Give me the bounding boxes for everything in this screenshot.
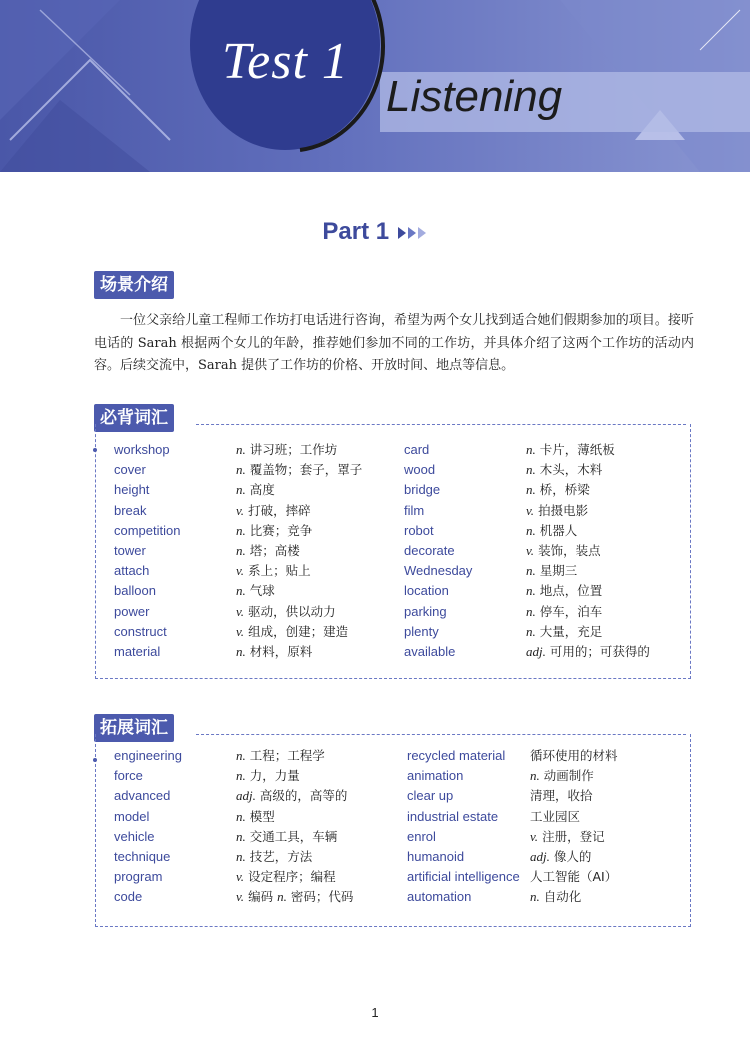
vocab-word: break: [114, 502, 147, 518]
vocab-meaning: 密码；代码: [290, 889, 354, 905]
bullet-dot: [93, 758, 97, 762]
vocab-meaning: 木头，木料: [539, 462, 603, 478]
vocab-meaning: 工程；工程学: [249, 748, 325, 763]
vocab-definition: [236, 521, 312, 541]
vocab-meaning: 自动化: [543, 889, 582, 905]
vocab-row: [407, 786, 707, 806]
vocab-row: [114, 746, 414, 766]
vocab-definition: [236, 847, 312, 867]
part-of-speech: n.: [236, 768, 246, 784]
vocab-definition: [236, 746, 325, 766]
vocab-definition: [530, 827, 605, 847]
vocab-meaning: 技艺，方法: [249, 849, 313, 864]
vocab-row: [114, 541, 414, 561]
vocab-meaning: 高度: [249, 482, 275, 498]
vocab-row: [114, 440, 414, 460]
vocab-word: advanced: [114, 788, 171, 804]
vocab-row: [407, 867, 707, 887]
vocab-row: [404, 480, 704, 500]
vocab-definition: [236, 642, 312, 662]
vocab-row: [407, 887, 707, 907]
vocab-definition: [526, 501, 588, 521]
vocab-definition: [236, 622, 348, 642]
section-title: Listening: [386, 72, 563, 121]
vocab-definition: [236, 480, 275, 500]
vocab-meaning: 拍摄电影: [538, 502, 589, 518]
extended-vocab-label: 拓展词汇: [94, 714, 174, 742]
vocab-row: [114, 807, 414, 827]
vocab-word: tower: [114, 543, 146, 558]
vocab-meaning: 循环使用的材料: [530, 748, 618, 763]
part-of-speech: n.: [236, 849, 246, 864]
part-of-speech: v.: [236, 502, 245, 518]
vocab-word: program: [114, 869, 163, 885]
vocab-meaning: 注册，登记: [542, 828, 605, 844]
vocab-meaning: 停车，泊车: [539, 603, 603, 619]
vocab-definition: [236, 541, 300, 561]
vocab-row: [404, 561, 704, 581]
vocab-definition: [526, 561, 577, 581]
vocab-meaning: 装饰，装点: [538, 543, 601, 558]
vocab-definition: [526, 480, 590, 500]
vocab-definition: [530, 786, 593, 806]
vocab-definition: [526, 581, 602, 601]
vocab-row: [407, 766, 707, 786]
vocab-word: vehicle: [114, 828, 155, 844]
vocab-row: [114, 561, 414, 581]
vocab-word: clear up: [407, 788, 454, 804]
part-of-speech: n.: [236, 583, 246, 599]
vocab-word: construct: [114, 623, 167, 639]
part-of-speech: v.: [526, 543, 535, 558]
vocab-definition: [236, 460, 362, 480]
vocab-meaning: 组成，创建；建造: [248, 623, 349, 639]
vocab-word: humanoid: [407, 849, 465, 864]
part-heading: [0, 218, 750, 246]
vocab-definition: [236, 887, 353, 907]
vocab-definition: [526, 602, 602, 622]
part-of-speech: adj.: [530, 849, 550, 864]
vocab-meaning: 打破，摔碎: [248, 502, 311, 518]
test-title: Test 1: [222, 33, 349, 90]
vocab-word: height: [114, 482, 150, 498]
vocab-meaning: 工业园区: [530, 808, 581, 824]
vocab-word: automation: [407, 889, 472, 905]
part-of-speech: n.: [526, 442, 536, 457]
part-of-speech: v.: [236, 869, 245, 885]
vocab-row: [114, 581, 414, 601]
vocab-word: artificial intelligence: [407, 869, 520, 885]
vocab-definition: [236, 786, 347, 806]
bullet-dot: [93, 448, 97, 452]
part-of-speech: n.: [530, 768, 540, 784]
vocab-word: bridge: [404, 482, 441, 498]
vocab-meaning: 桥，桥梁: [539, 482, 590, 498]
vocab-meaning: 星期三: [539, 563, 578, 579]
vocab-definition: [530, 807, 580, 827]
vocab-row: [114, 827, 414, 847]
vocab-row: [407, 847, 707, 867]
vocab-row: [407, 807, 707, 827]
vocab-word: Wednesday: [404, 563, 473, 579]
vocab-word: power: [114, 603, 150, 619]
vocab-definition: [236, 807, 275, 827]
part-of-speech: n.: [530, 889, 540, 905]
part-of-speech: n.: [236, 462, 246, 478]
part-of-speech: adj.: [236, 788, 256, 804]
page-number: 1: [371, 1005, 379, 1020]
vocab-meaning: 塔；高楼: [249, 543, 300, 558]
vocab-row: [114, 887, 414, 907]
part-of-speech: n.: [236, 644, 246, 659]
vocab-row: [114, 766, 414, 786]
vocab-word: robot: [404, 522, 434, 538]
part-of-speech: n.: [236, 828, 246, 844]
vocab-row: [404, 501, 704, 521]
vocab-word: code: [114, 889, 143, 905]
vocab-word: engineering: [114, 748, 182, 763]
vocab-word: force: [114, 768, 143, 784]
vocab-row: [407, 746, 707, 766]
vocab-row: [404, 521, 704, 541]
vocab-meaning: 人工智能（AI）: [530, 869, 618, 885]
header-banner: [0, 0, 750, 172]
part-of-speech: adj.: [526, 644, 546, 659]
vocab-meaning: 编码: [248, 889, 274, 905]
vocab-row: [404, 541, 704, 561]
vocab-definition: [530, 887, 581, 907]
vocab-definition: [530, 746, 618, 766]
part-of-speech: n.: [526, 462, 536, 478]
vocab-meaning: 讲习班；工作坊: [249, 442, 338, 457]
vocab-meaning: 像人的: [553, 849, 592, 864]
vocab-word: location: [404, 583, 449, 599]
vocab-definition: [526, 460, 602, 480]
vocab-meaning: 卡片，薄纸板: [539, 442, 615, 457]
vocab-word: attach: [114, 563, 150, 579]
vocab-word: workshop: [114, 442, 170, 457]
vocab-word: industrial estate: [407, 808, 499, 824]
vocab-word: plenty: [404, 623, 439, 639]
vocab-meaning: 高级的，高等的: [259, 788, 348, 804]
vocab-row: [404, 440, 704, 460]
vocab-word: wood: [404, 462, 436, 478]
vocab-word: competition: [114, 522, 181, 538]
part-of-speech: n.: [236, 522, 246, 538]
vocab-meaning: 模型: [249, 808, 275, 824]
vocab-meaning: 比赛；竞争: [249, 522, 313, 538]
part-of-speech: n.: [236, 543, 246, 558]
vocab-meaning: 动画制作: [543, 768, 594, 784]
essential-vocab-label: 必背词汇: [94, 404, 174, 432]
vocab-meaning: 覆盖物；套子，罩子: [249, 462, 363, 478]
vocab-row: [114, 460, 414, 480]
vocab-definition: [236, 581, 275, 601]
vocab-row: [114, 847, 414, 867]
part-of-speech: n.: [236, 808, 246, 824]
vocab-row: [114, 622, 414, 642]
vocab-definition: [530, 766, 594, 786]
vocab-definition: [236, 766, 300, 786]
vocab-definition: [236, 440, 337, 460]
vocab-meaning: 可用的；可获得的: [549, 644, 650, 659]
vocab-row: [404, 642, 704, 662]
part-of-speech: n.: [526, 563, 536, 579]
vocab-row: [404, 602, 704, 622]
vocab-definition: [236, 867, 336, 887]
part-title: Part 1: [322, 218, 390, 245]
vocab-definition: [236, 561, 311, 581]
part-of-speech: v.: [236, 623, 245, 639]
scene-label: 场景介绍: [94, 271, 174, 299]
vocab-word: cover: [114, 462, 146, 478]
part-of-speech: v.: [236, 603, 245, 619]
vocab-definition: [526, 440, 615, 460]
vocab-word: decorate: [404, 543, 455, 558]
vocab-word: animation: [407, 768, 464, 784]
vocab-word: parking: [404, 603, 447, 619]
banner-decoration: [0, 0, 750, 172]
vocab-row: [114, 501, 414, 521]
vocab-word: card: [404, 442, 430, 457]
part-of-speech: v.: [236, 889, 245, 905]
vocab-row: [404, 622, 704, 642]
vocab-row: [114, 480, 414, 500]
vocab-row: [114, 786, 414, 806]
vocab-row: [114, 642, 414, 662]
part-of-speech: n.: [526, 522, 536, 538]
vocab-row: [114, 521, 414, 541]
vocab-definition: [526, 521, 577, 541]
vocab-word: recycled material: [407, 748, 506, 763]
vocab-meaning: 清理，收拾: [530, 788, 593, 804]
vocab-word: model: [114, 808, 150, 824]
vocab-word: enrol: [407, 828, 436, 844]
vocab-definition: [236, 827, 337, 847]
part-of-speech: v.: [236, 563, 245, 579]
vocab-row: [404, 581, 704, 601]
vocab-meaning: 气球: [249, 583, 275, 599]
part-of-speech: v.: [530, 828, 539, 844]
part-of-speech: n.: [526, 603, 536, 619]
part-of-speech: v.: [526, 502, 535, 518]
vocab-word: available: [404, 644, 456, 659]
vocab-meaning: 设定程序；编程: [248, 869, 336, 885]
vocab-word: balloon: [114, 583, 156, 599]
scene-description: 一位父亲给儿童工程师工作坊打电话进行咨询，希望为两个女儿找到适合她们假期参加的项目。接听电话的 Sarah 根据两个女儿的年龄，推荐她们参加不同的工作坊，并具体介绍了这两个工作坊的活动内容。后续交流中，Sarah 提供了工作坊的价格、开放时间、地点等信息。: [94, 313, 694, 373]
vocab-definition: [526, 541, 601, 561]
vocab-meaning: 交通工具，车辆: [249, 828, 338, 844]
part-of-speech: n.: [526, 623, 536, 639]
vocab-row: [114, 867, 414, 887]
vocab-row: [114, 602, 414, 622]
vocab-word: technique: [114, 849, 171, 864]
part-of-speech: n.: [236, 748, 246, 763]
vocab-word: material: [114, 644, 161, 659]
vocab-meaning: 大量，充足: [539, 623, 603, 639]
part-of-speech: n.: [277, 889, 287, 905]
vocab-meaning: 机器人: [539, 522, 578, 538]
part-of-speech: n.: [236, 482, 246, 498]
part-of-speech: n.: [236, 442, 246, 457]
vocab-definition: [526, 642, 650, 662]
vocab-row: [407, 827, 707, 847]
vocab-definition: [236, 501, 311, 521]
vocab-meaning: 材料，原料: [249, 644, 313, 659]
vocab-meaning: 地点，位置: [539, 583, 603, 599]
vocab-definition: [530, 847, 591, 867]
vocab-row: [404, 460, 704, 480]
part-of-speech: n.: [526, 482, 536, 498]
vocab-word: film: [404, 502, 425, 518]
part-of-speech: n.: [526, 583, 536, 599]
vocab-definition: [526, 622, 602, 642]
vocab-meaning: 驱动，供以动力: [248, 603, 336, 619]
triple-arrow-icon: [398, 226, 428, 244]
vocab-meaning: 力，力量: [249, 768, 300, 784]
vocab-meaning: 系上；贴上: [248, 563, 311, 579]
vocab-definition: [236, 602, 336, 622]
vocab-definition: [530, 867, 617, 887]
